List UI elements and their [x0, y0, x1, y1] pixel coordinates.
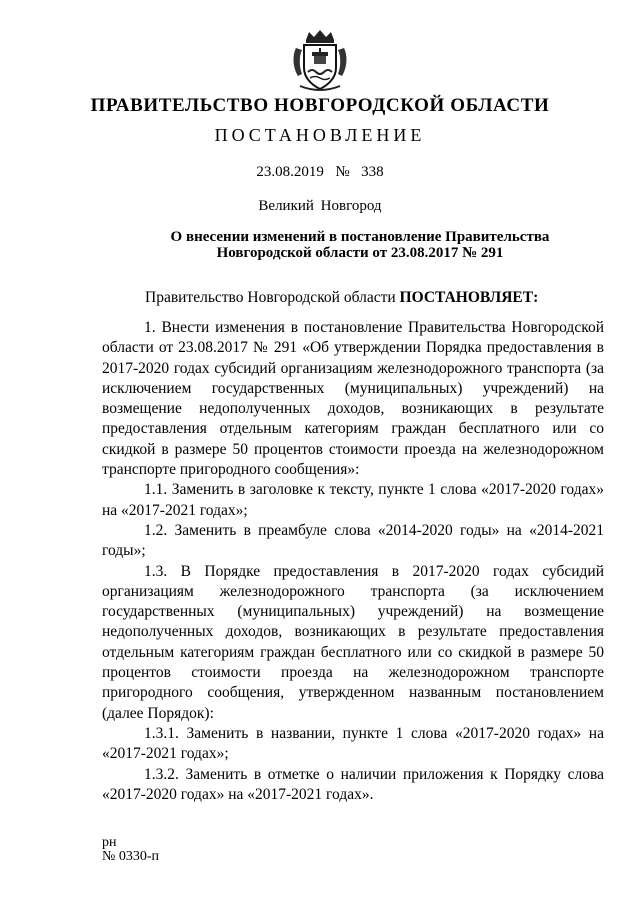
footer-initials: рн: [102, 835, 117, 850]
footer-registry: [102, 836, 159, 864]
subject-line-2: Новгородской области от 23.08.2017 № 291: [216, 245, 504, 261]
paragraph-1-3-2: 1.3.2. Заменить в отметке о наличии приложения к Порядку слова «2017-2020 годах» на «2017-2021 годах».: [102, 765, 604, 803]
paragraph-1-3-1: 1.3.1. Заменить в названии, пункте 1 слова «2017-2020 годах» на «2017-2021 годах»;: [102, 724, 604, 763]
intro-decree-word: ПОСТАНОВЛЯЕТ:: [399, 289, 539, 306]
intro-statement: [145, 289, 538, 307]
document-subject: [140, 229, 580, 261]
document-body: [102, 318, 604, 805]
intro-prefix: Правительство Новгородской области: [145, 289, 400, 306]
document-date-number: 23.08.2019 № 338: [256, 164, 384, 180]
paragraph-1: 1. Внести изменения в постановление Правительства Новгородской области от 23.08.2017 № 291 «Об утверждении Порядка предоставления в 2017-2020 годах субсидий организациям железнодорожного транспорта (за исключением государственных (муниципальных) учреждений) на возмещение недополученных доходов, возникающих в результате предоставления отдельным категориям граждан бесплатного или со скидкой в размере 50 процентов стоимости проезда на железнодорожном транспорте пригородного сообщения»:: [102, 319, 604, 479]
organization-title: ПРАВИТЕЛЬСТВО НОВГОРОДСКОЙ ОБЛАСТИ: [90, 95, 550, 116]
document-type: ПОСТАНОВЛЕНИЕ: [214, 125, 426, 145]
novgorod-coat-of-arms-icon: [290, 28, 350, 94]
paragraph-1-2: 1.2. Заменить в преамбуле слова «2014-2020 годы» на «2014-2021 годы»;: [102, 521, 604, 560]
subject-line-1: О внесении изменений в постановление Правительства: [170, 229, 550, 245]
document-city: Великий Новгород: [258, 198, 382, 214]
footer-registry-number: № 0330-п: [102, 849, 160, 864]
paragraph-1-1: 1.1. Заменить в заголовке к тексту, пункте 1 слова «2017-2020 годах» на «2017-2021 годах»;: [102, 481, 604, 519]
paragraph-1-3: 1.3. В Порядке предоставления в 2017-2020 годах субсидий организациям железнодорожного транспорта (за исключением государственных (муниципальных) учреждений) на возмещение недополученных доходов, возникающих в результате предоставления отдельным категориям граждан бесплатного или со скидкой в размере 50 процентов стоимости проезда на железнодорожном транспорте пригородного сообщения, утвержденном названным постановлением (далее Порядок):: [102, 562, 604, 722]
